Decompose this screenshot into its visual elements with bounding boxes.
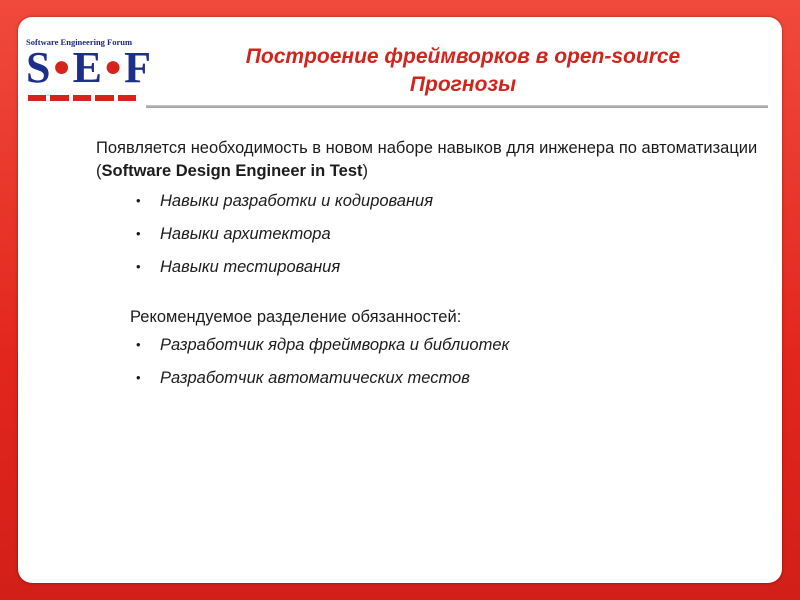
intro-bold-term: Software Design Engineer in Test [101,162,363,180]
bullet-icon: • [136,193,141,208]
slide-title [158,43,768,99]
list-item [136,257,766,277]
list-item [136,224,766,244]
bullet-icon: • [136,337,141,352]
logo-dot-icon: ● [103,50,124,83]
logo-caption: Software Engineering Forum [26,37,133,47]
list-item [136,368,766,388]
roles-heading: Рекомендуемое разделение обязанностей: [130,308,462,326]
logo-letter-f: F [124,43,152,92]
intro-closing: ) [362,162,368,180]
skill-label: Навыки разработки и кодирования [160,192,434,210]
logo-letter-s: S [26,43,52,92]
logo-dot-icon: ● [52,50,72,83]
bullet-icon: • [136,259,141,274]
roles-list [96,335,766,388]
sef-logo [26,37,152,109]
title-divider [146,105,768,108]
intro-text: Появляется необходимость в новом наборе навыков для инженера по автоматизации ( [96,139,758,180]
list-item [136,335,766,355]
logo-letters [26,43,152,92]
title-line-2: Прогнозы [409,73,517,96]
logo-letter-e: E [72,43,103,92]
slide [18,17,782,583]
bullet-icon: • [136,226,141,241]
list-item [136,191,766,211]
intro-paragraph [96,137,766,183]
title-line-1: Построение фреймворков в open-source [245,45,681,68]
skill-label: Навыки архитектора [160,225,331,243]
role-label: Разработчик автоматических тестов [160,369,470,387]
logo-stripes [28,95,136,103]
bullet-icon: • [136,370,141,385]
skills-list [96,191,766,277]
slide-content [96,137,766,401]
skill-label: Навыки тестирования [160,258,341,276]
role-label: Разработчик ядра фреймворка и библиотек [160,336,510,354]
